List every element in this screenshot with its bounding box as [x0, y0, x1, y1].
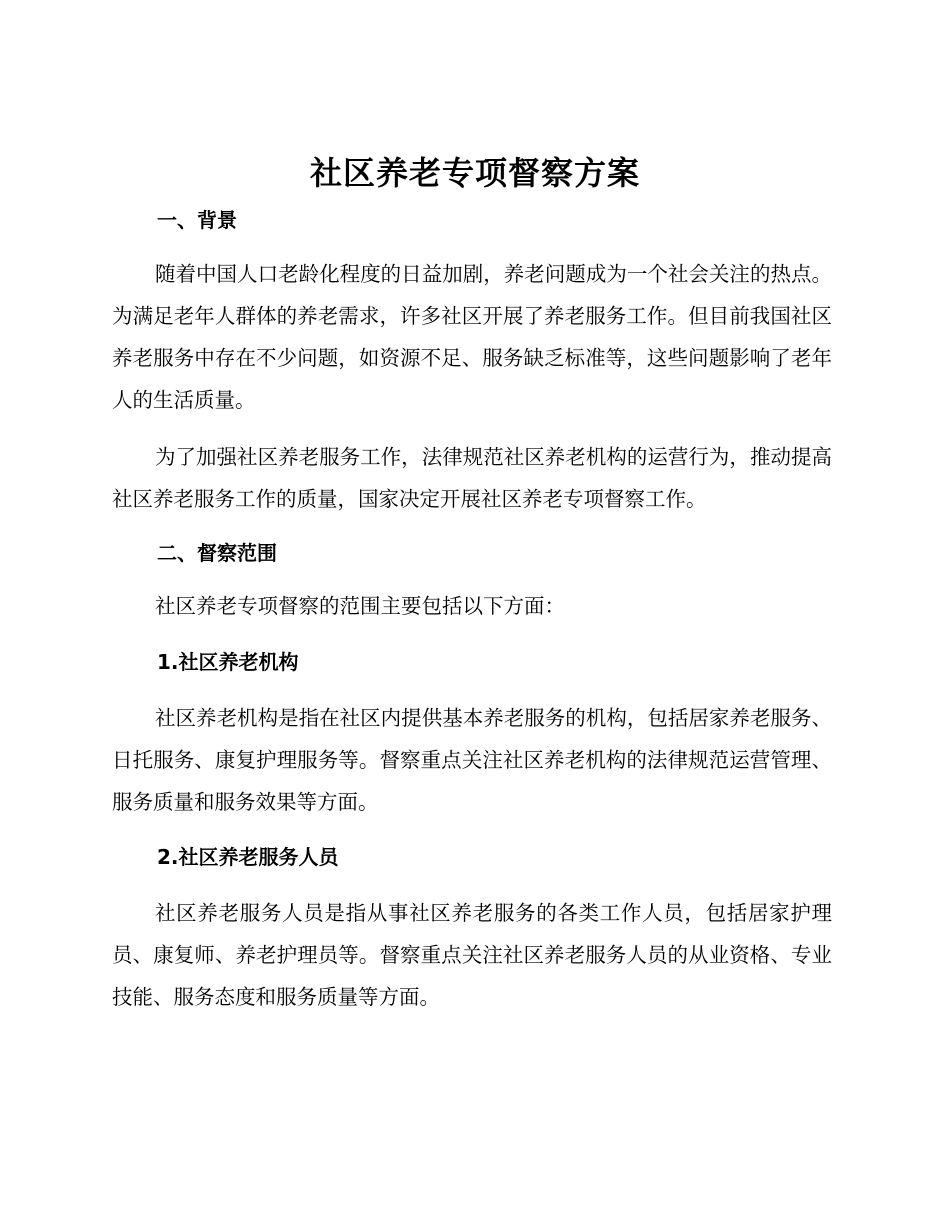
institutions-paragraph: 社区养老机构是指在社区内提供基本养老服务的机构，包括居家养老服务、日托服务、康复护理服务等。督察重点关注社区养老机构的法律规范运营管理、服务质量和服务效果等方面。 [112, 706, 832, 814]
subheading-service-staff: 2.社区养老服务人员 [157, 845, 339, 869]
section-heading-background: 一、背景 [157, 208, 237, 232]
background-paragraph-2: 为了加强社区养老服务工作，法律规范社区养老机构的运营行为，推动提高社区养老服务工作的质量，国家决定开展社区养老专项督察工作。 [112, 445, 832, 511]
subheading-institutions: 1.社区养老机构 [157, 650, 299, 674]
document-title: 社区养老专项督察方案 [309, 154, 640, 192]
scope-intro-paragraph: 社区养老专项督察的范围主要包括以下方面： [155, 594, 565, 618]
service-staff-paragraph: 社区养老服务人员是指从事社区养老服务的各类工作人员，包括居家护理员、康复师、养老护理员等。督察重点关注社区养老服务人员的从业资格、专业技能、服务态度和服务质量等方面。 [112, 901, 832, 1009]
section-heading-scope: 二、督察范围 [157, 541, 277, 565]
background-paragraph-1: 随着中国人口老龄化程度的日益加剧，养老问题成为一个社会关注的热点。为满足老年人群体的养老需求，许多社区开展了养老服务工作。但目前我国社区养老服务中存在不少问题，如资源不足、服务缺乏标准等，这些问题影响了老年人的生活质量。 [112, 262, 832, 412]
